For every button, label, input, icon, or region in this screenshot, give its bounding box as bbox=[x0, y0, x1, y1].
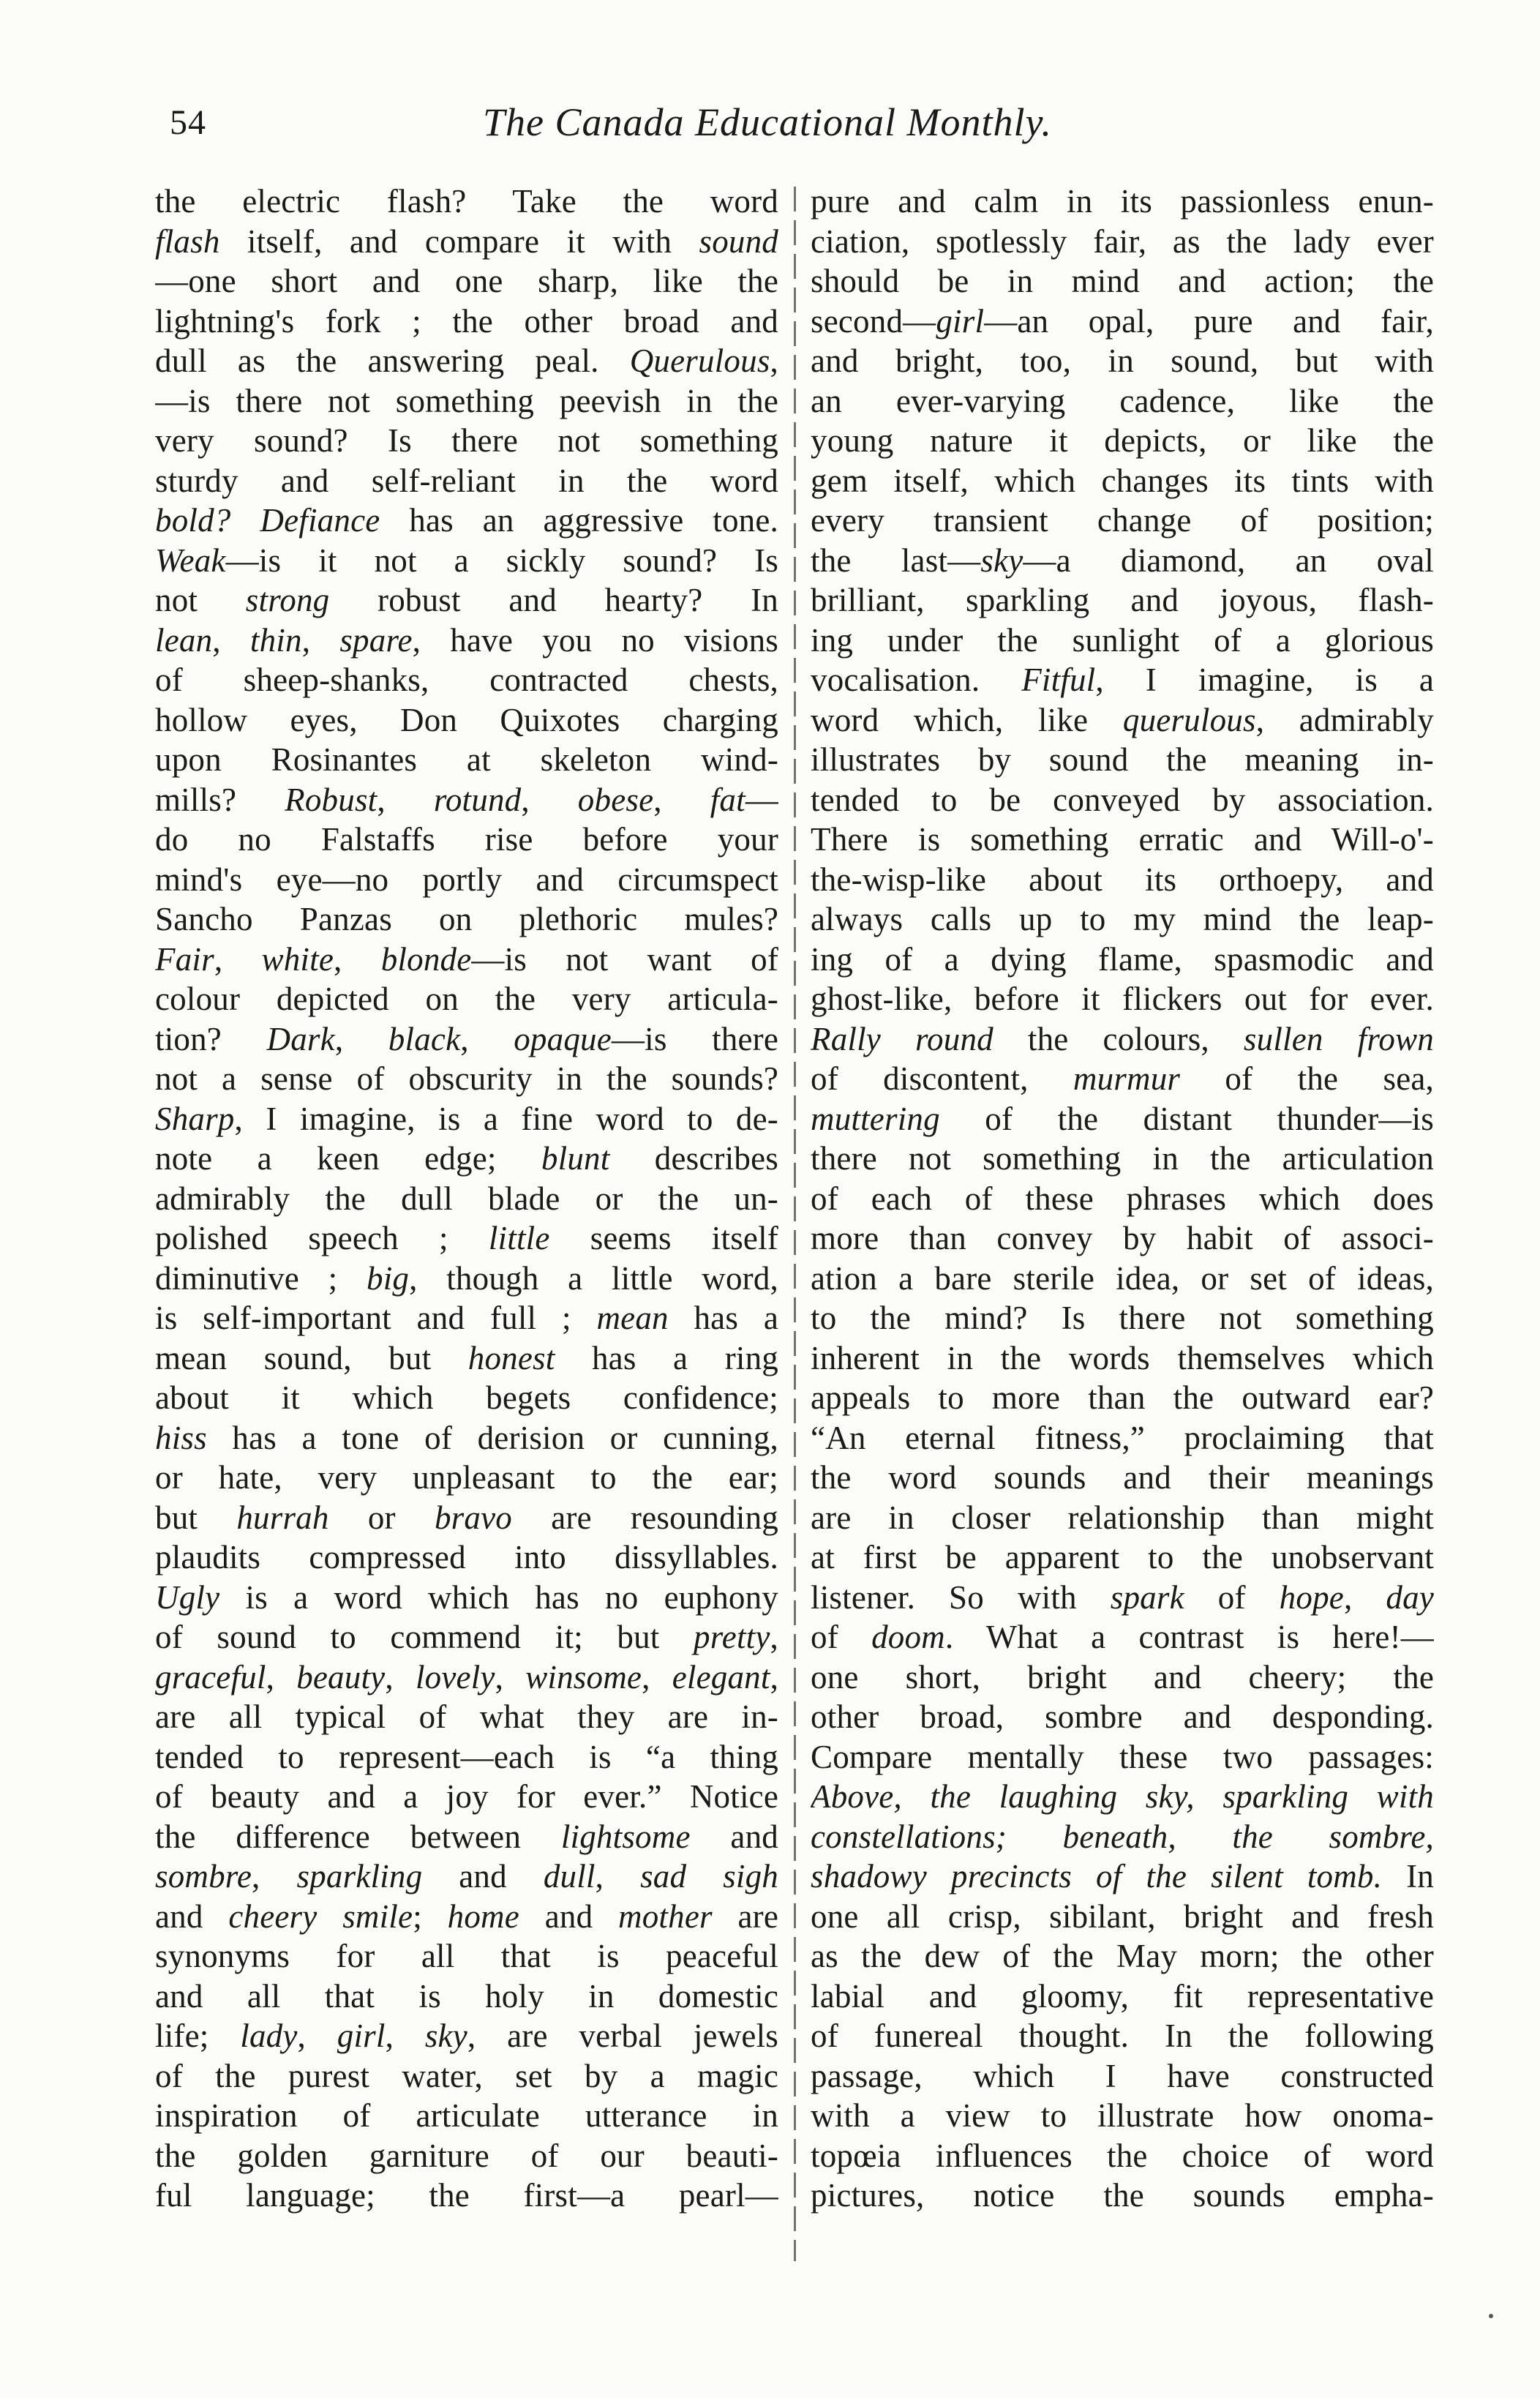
text-line: graceful, beauty, lovely, winsome, elegant, bbox=[155, 1658, 778, 1696]
text-line: always calls up to my mind the leap- bbox=[811, 901, 1434, 937]
text-line: synonyms for all that is peaceful bbox=[155, 1938, 778, 1974]
text-line: do no Falstaffs rise before your bbox=[155, 821, 778, 858]
text-line: hollow eyes, Don Quixotes charging bbox=[155, 701, 778, 738]
column-rule bbox=[794, 187, 796, 2261]
text-line: mind's eye—no portly and circumspect bbox=[155, 861, 778, 898]
text-line: illustrates by sound the meaning in- bbox=[811, 741, 1434, 778]
text-line: of the purest water, set by a magic bbox=[155, 2057, 778, 2094]
text-line: of sheep-shanks, contracted chests, bbox=[155, 662, 778, 698]
text-line: and bright, too, in sound, but with bbox=[811, 342, 1434, 379]
text-line: hiss has a tone of derision or cunning, bbox=[155, 1419, 778, 1456]
text-line: other broad, sombre and desponding. bbox=[811, 1698, 1434, 1735]
text-line: the last—sky—a diamond, an oval bbox=[811, 542, 1434, 579]
text-line: pictures, notice the sounds empha- bbox=[811, 2177, 1434, 2214]
text-line: of discontent, murmur of the sea, bbox=[811, 1060, 1434, 1097]
text-line: and all that is holy in domestic bbox=[155, 1977, 778, 2015]
text-line: every transient change of position; bbox=[811, 502, 1434, 539]
text-line: Weak—is it not a sickly sound? Is bbox=[155, 542, 778, 579]
text-line: “An eternal fitness,” proclaiming that bbox=[811, 1419, 1434, 1456]
text-line: ing under the sunlight of a glorious bbox=[811, 621, 1434, 659]
text-line: of sound to commend it; but pretty, bbox=[155, 1619, 778, 1655]
text-line: ghost-like, before it flickers out for ever. bbox=[811, 981, 1434, 1017]
stray-mark bbox=[1489, 2314, 1493, 2318]
text-line: the word sounds and their meanings bbox=[811, 1459, 1434, 1496]
text-line: appeals to more than the outward ear? bbox=[811, 1379, 1434, 1416]
text-line: with a view to illustrate how onoma- bbox=[811, 2097, 1434, 2134]
text-line: about it which begets confidence; bbox=[155, 1379, 778, 1416]
text-line: of each of these phrases which does bbox=[811, 1180, 1434, 1217]
text-line: of beauty and a joy for ever.” Notice bbox=[155, 1778, 778, 1815]
text-line: mills? Robust, rotund, obese, fat— bbox=[155, 781, 778, 818]
text-line: not a sense of obscurity in the sounds? bbox=[155, 1060, 778, 1097]
text-line: life; lady, girl, sky, are verbal jewels bbox=[155, 2017, 778, 2054]
text-line: inherent in the words themselves which bbox=[811, 1339, 1434, 1376]
text-line: the difference between lightsome and bbox=[155, 1818, 778, 1855]
text-line: the electric flash? Take the word bbox=[155, 183, 778, 220]
text-line: of doom. What a contrast is here!— bbox=[811, 1619, 1434, 1655]
text-line: passage, which I have constructed bbox=[811, 2057, 1434, 2094]
text-line: colour depicted on the very articula- bbox=[155, 981, 778, 1017]
text-line: but hurrah or bravo are resounding bbox=[155, 1499, 778, 1536]
text-line: and cheery smile; home and mother are bbox=[155, 1897, 778, 1935]
text-line: Sancho Panzas on plethoric mules? bbox=[155, 901, 778, 937]
text-line: gem itself, which changes its tints with bbox=[811, 462, 1434, 499]
text-line: shadowy precincts of the silent tomb. In bbox=[811, 1858, 1434, 1895]
text-line: an ever-varying cadence, like the bbox=[811, 382, 1434, 419]
text-line: constellations; beneath, the sombre, bbox=[811, 1818, 1434, 1855]
text-line: —one short and one sharp, like the bbox=[155, 263, 778, 299]
running-head: The Canada Educational Monthly. bbox=[483, 100, 1052, 144]
text-line: tended to be conveyed by association. bbox=[811, 781, 1434, 818]
text-line: muttering of the distant thunder—is bbox=[811, 1100, 1434, 1137]
text-line: tion? Dark, black, opaque—is there bbox=[155, 1020, 778, 1057]
text-line: sturdy and self-reliant in the word bbox=[155, 462, 778, 499]
text-line: brilliant, sparkling and joyous, flash- bbox=[811, 582, 1434, 618]
page-number: 54 bbox=[170, 103, 206, 142]
text-line: topœia influences the choice of word bbox=[811, 2137, 1434, 2174]
text-line: Ugly is a word which has no euphony bbox=[155, 1578, 778, 1616]
text-line: plaudits compressed into dissyllables. bbox=[155, 1539, 778, 1575]
text-line: ation a bare sterile idea, or set of ideas, bbox=[811, 1259, 1434, 1297]
text-line: Fair, white, blonde—is not want of bbox=[155, 940, 778, 978]
text-line: There is something erratic and Will-o'- bbox=[811, 821, 1434, 858]
text-line: very sound? Is there not something bbox=[155, 422, 778, 459]
text-line: flash itself, and compare it with sound bbox=[155, 222, 778, 260]
text-line: second—girl—an opal, pure and fair, bbox=[811, 302, 1434, 340]
text-line: Rally round the colours, sullen frown bbox=[811, 1020, 1434, 1057]
text-line: lean, thin, spare, have you no visions bbox=[155, 621, 778, 659]
text-line: lightning's fork ; the other broad and bbox=[155, 302, 778, 340]
text-line: Above, the laughing sky, sparkling with bbox=[811, 1778, 1434, 1815]
text-line: not strong robust and hearty? In bbox=[155, 582, 778, 618]
text-line: tended to represent—each is “a thing bbox=[155, 1738, 778, 1775]
text-line: at first be apparent to the unobservant bbox=[811, 1539, 1434, 1575]
text-line: the-wisp-like about its orthoepy, and bbox=[811, 861, 1434, 898]
text-line: polished speech ; little seems itself bbox=[155, 1220, 778, 1256]
text-line: dull as the answering peal. Querulous, bbox=[155, 342, 778, 379]
text-line: word which, like querulous, admirably bbox=[811, 701, 1434, 738]
text-line: one short, bright and cheery; the bbox=[811, 1658, 1434, 1696]
text-line: ciation, spotlessly fair, as the lady ever bbox=[811, 222, 1434, 260]
text-line: sombre, sparkling and dull, sad sigh bbox=[155, 1858, 778, 1895]
text-line: ing of a dying flame, spasmodic and bbox=[811, 940, 1434, 978]
left-column bbox=[155, 181, 778, 2216]
text-line: bold? Defiance has an aggressive tone. bbox=[155, 502, 778, 539]
text-line: labial and gloomy, fit representative bbox=[811, 1977, 1434, 2015]
text-line: are in closer relationship than might bbox=[811, 1499, 1434, 1536]
text-line: admirably the dull blade or the un- bbox=[155, 1180, 778, 1217]
text-line: young nature it depicts, or like the bbox=[811, 422, 1434, 459]
text-line: more than convey by habit of associ- bbox=[811, 1220, 1434, 1256]
text-line: inspiration of articulate utterance in bbox=[155, 2097, 778, 2134]
text-line: —is there not something peevish in the bbox=[155, 382, 778, 419]
text-line: to the mind? Is there not something bbox=[811, 1300, 1434, 1336]
text-line: diminutive ; big, though a little word, bbox=[155, 1259, 778, 1297]
text-line: or hate, very unpleasant to the ear; bbox=[155, 1459, 778, 1496]
text-line: note a keen edge; blunt describes bbox=[155, 1140, 778, 1177]
text-line: vocalisation. Fitful, I imagine, is a bbox=[811, 662, 1434, 698]
text-line: pure and calm in its passionless enun- bbox=[811, 183, 1434, 220]
text-line: as the dew of the May morn; the other bbox=[811, 1938, 1434, 1974]
text-line: mean sound, but honest has a ring bbox=[155, 1339, 778, 1376]
text-line: is self-important and full ; mean has a bbox=[155, 1300, 778, 1336]
text-line: upon Rosinantes at skeleton wind- bbox=[155, 741, 778, 778]
text-line: should be in mind and action; the bbox=[811, 263, 1434, 299]
text-line: are all typical of what they are in- bbox=[155, 1698, 778, 1735]
text-line: Compare mentally these two passages: bbox=[811, 1738, 1434, 1775]
text-line: one all crisp, sibilant, bright and fresh bbox=[811, 1897, 1434, 1935]
text-line: ful language; the first—a pearl— bbox=[155, 2177, 778, 2214]
text-line: of funereal thought. In the following bbox=[811, 2017, 1434, 2054]
text-line: listener. So with spark of hope, day bbox=[811, 1578, 1434, 1616]
text-line: there not something in the articulation bbox=[811, 1140, 1434, 1177]
text-line: the golden garniture of our beauti- bbox=[155, 2137, 778, 2174]
text-line: Sharp, I imagine, is a fine word to de- bbox=[155, 1100, 778, 1137]
right-column bbox=[811, 181, 1434, 2216]
